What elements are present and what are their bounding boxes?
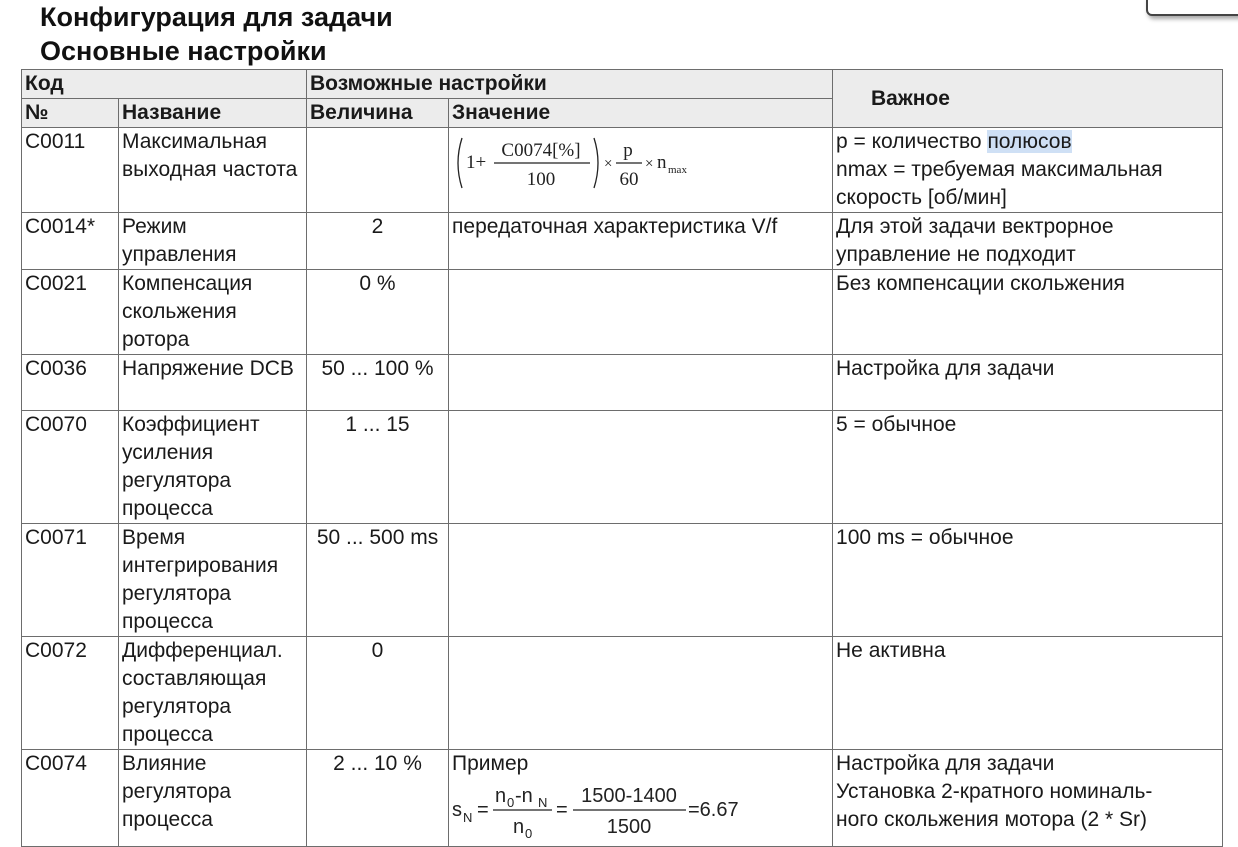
f1-max: max — [668, 164, 687, 176]
cell-name: Максимальная выходная частота — [119, 128, 307, 213]
f2-den-sub0: 0 — [525, 826, 533, 840]
settings-table — [21, 69, 1223, 847]
cell-important: 5 = обычное — [833, 411, 1223, 524]
cell-code: C0014* — [22, 213, 119, 270]
f2-den-n: n — [513, 816, 525, 838]
important-text: p = количество — [836, 130, 988, 153]
header-number: № — [22, 99, 119, 128]
cell-meaning — [449, 750, 833, 847]
f2-sub-n: N — [463, 810, 473, 825]
table-row — [22, 128, 1223, 213]
cell-important: 100 ms = обычное — [833, 524, 1223, 637]
header-value: Величина — [307, 99, 449, 128]
f2-s: s — [452, 799, 463, 821]
table-row — [22, 270, 1223, 355]
f2-den-value: 1500 — [606, 816, 652, 838]
cell-code: C0071 — [22, 524, 119, 637]
cell-code: C0021 — [22, 270, 119, 355]
title-config: Конфигурация для задачи — [40, 2, 393, 32]
cell-important: Настройка для задачи — [833, 355, 1223, 411]
cell-code: C0070 — [22, 411, 119, 524]
header-kod: Код — [22, 70, 307, 99]
header-row-1 — [22, 70, 1223, 99]
cell-value: 2 ... 10 % — [307, 750, 449, 847]
f1-sixty: 60 — [619, 169, 639, 190]
cell-meaning — [449, 355, 833, 411]
f1-p: p — [623, 140, 633, 161]
cell-name: Коэффициент усиления регулятора процесса — [119, 411, 307, 524]
cell-value: 2 — [307, 213, 449, 270]
cell-meaning: передаточная характеристика V/f — [449, 213, 833, 270]
header-important: Важное — [833, 70, 1223, 128]
f1-denominator: 100 — [526, 169, 556, 190]
cell-name: Дифференциал. составляющая регулятора процесса — [119, 637, 307, 750]
important-line-1: Настройка для задачи — [836, 752, 1055, 775]
f2-minus-n: -n — [515, 785, 533, 807]
cell-name: Режим управления — [119, 213, 307, 270]
cell-meaning — [449, 524, 833, 637]
highlighted-text[interactable]: полюсов — [987, 130, 1072, 153]
f1-times-2: × — [645, 156, 654, 172]
f1-times-1: × — [604, 156, 613, 172]
cell-name: Напряжение DCB — [119, 355, 307, 411]
f2-eq-2: = — [556, 799, 568, 821]
cell-value: 50 ... 100 % — [307, 355, 449, 411]
cell-important — [833, 128, 1223, 213]
header-meaning: Значение — [449, 99, 833, 128]
important-line-2: Установка 2-кратного номиналь- — [836, 780, 1153, 803]
slip-formula — [452, 778, 772, 840]
cell-meaning — [449, 270, 833, 355]
cell-value: 50 ... 500 ms — [307, 524, 449, 637]
cell-meaning — [449, 637, 833, 750]
f2-num-value: 1500-1400 — [581, 785, 677, 807]
cell-value: 0 — [307, 637, 449, 750]
f2-num-subN: N — [538, 795, 548, 810]
f1-one-plus: 1+ — [466, 152, 487, 173]
cell-value — [307, 128, 449, 213]
f2-result: =6.67 — [688, 799, 739, 821]
table-row — [22, 750, 1223, 847]
cell-important: Для этой задачи вектрорное управление не подходит — [833, 213, 1223, 270]
header-name: Название — [119, 99, 307, 128]
table-row — [22, 524, 1223, 637]
important-text: nmax = требуемая максимальная скорость [об/мин] — [836, 158, 1163, 209]
cell-meaning — [449, 128, 833, 213]
table-row — [22, 355, 1223, 411]
f2-eq-1: = — [477, 799, 489, 821]
f1-n: n — [657, 152, 667, 173]
cell-name: Время интегрирования регулятора процесса — [119, 524, 307, 637]
f2-num-n: n — [495, 785, 507, 807]
title-basic-settings: Основные настройки — [40, 36, 327, 66]
header-possible-settings: Возможные настройки — [307, 70, 833, 99]
cell-code: C0072 — [22, 637, 119, 750]
important-line-3: ного скольжения мотора (2 * Sr) — [836, 808, 1148, 831]
f1-numerator: C0074[%] — [501, 140, 581, 161]
window-corner-tab — [1146, 0, 1238, 16]
cell-name: Влияние регулятора процесса — [119, 750, 307, 847]
max-frequency-formula — [452, 132, 712, 194]
table-row — [22, 637, 1223, 750]
cell-value: 1 ... 15 — [307, 411, 449, 524]
f2-num-sub0: 0 — [507, 795, 515, 810]
cell-important: Без компенсации скольжения — [833, 270, 1223, 355]
cell-important — [833, 750, 1223, 847]
cell-code: C0074 — [22, 750, 119, 847]
example-label: Пример — [452, 752, 529, 775]
cell-value: 0 % — [307, 270, 449, 355]
document-titles — [40, 0, 393, 68]
cell-code: C0036 — [22, 355, 119, 411]
cell-important: Не активна — [833, 637, 1223, 750]
table-row — [22, 411, 1223, 524]
table-row — [22, 213, 1223, 270]
cell-meaning — [449, 411, 833, 524]
cell-code: C0011 — [22, 128, 119, 213]
cell-name: Компенсация скольжения ротора — [119, 270, 307, 355]
